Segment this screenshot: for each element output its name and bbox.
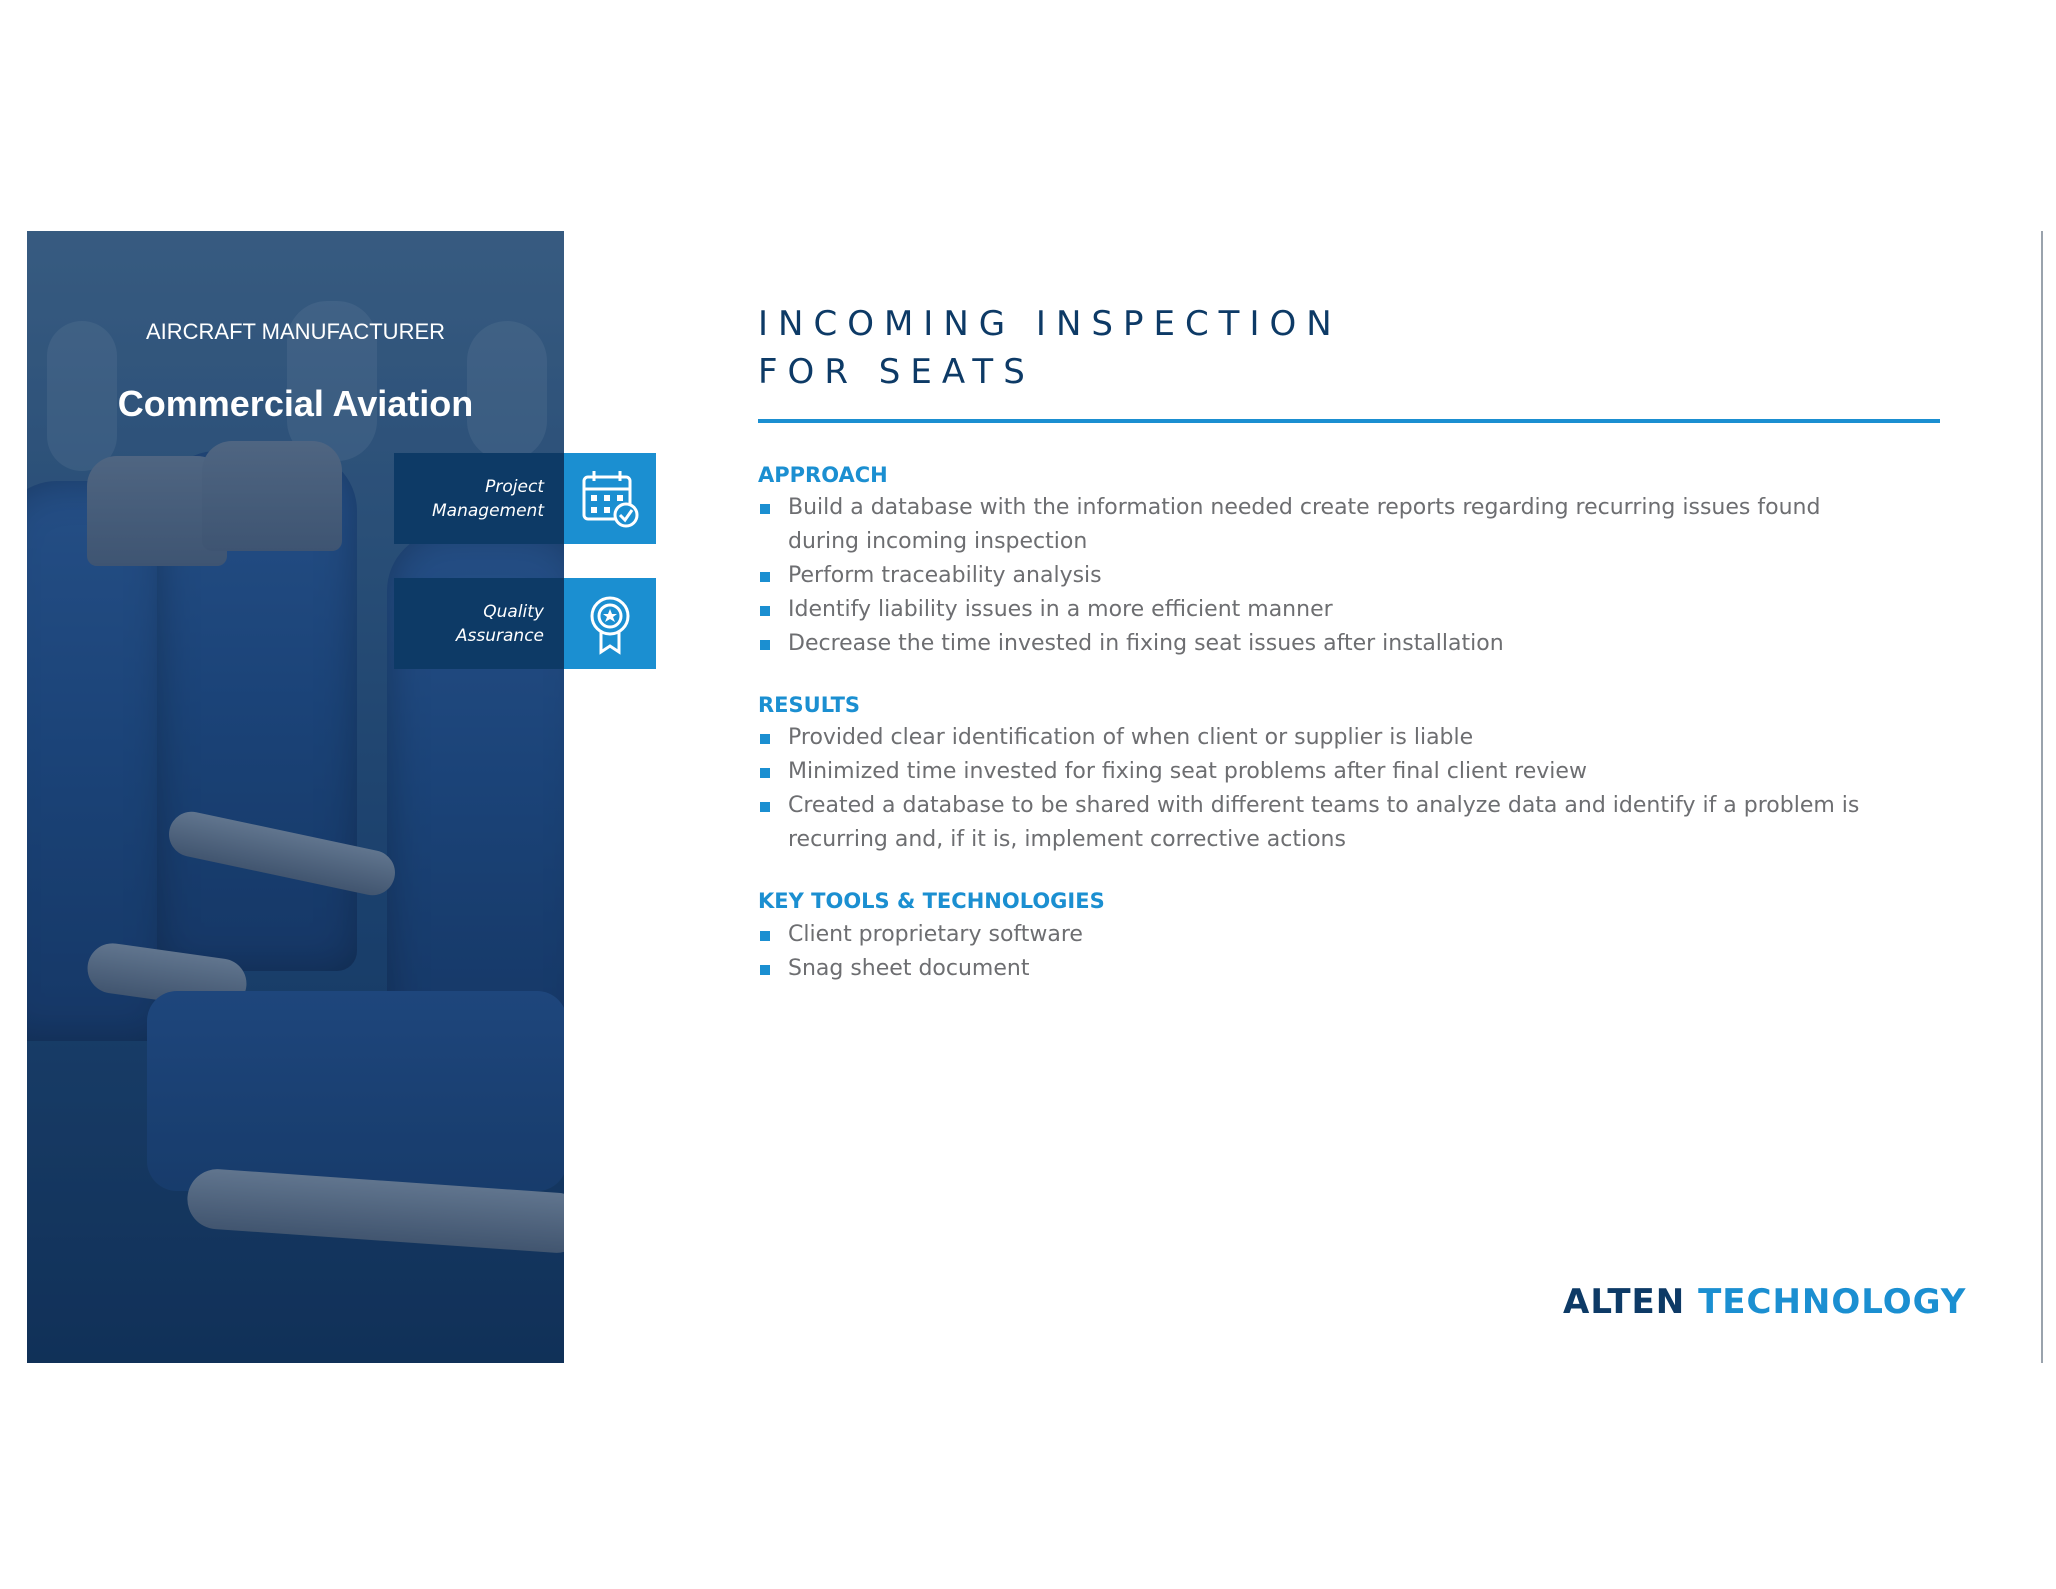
badge-icon-box	[564, 453, 656, 544]
hero-image-panel	[27, 231, 564, 1363]
logo-word-technology: TECHNOLOGY	[1698, 1282, 1967, 1322]
approach-list	[758, 491, 1898, 661]
bullet-square-icon	[760, 965, 770, 975]
badge-label	[394, 453, 564, 544]
section-title-approach: APPROACH	[758, 463, 888, 487]
badge-project-management	[394, 453, 656, 544]
results-list	[758, 721, 1898, 857]
badge-label	[394, 578, 564, 669]
list-item	[758, 918, 1898, 952]
badge-quality-assurance	[394, 578, 656, 669]
section-title-tools: KEY TOOLS & TECHNOLOGIES	[758, 889, 1105, 913]
right-edge-divider	[2041, 231, 2043, 1363]
list-item-text: Provided clear identification of when client or supplier is liable	[788, 725, 1474, 750]
list-item-text: Build a database with the information needed create reports regarding recurring issues found during incoming inspection	[788, 495, 1821, 554]
list-item	[758, 789, 1898, 857]
bullet-square-icon	[760, 802, 770, 812]
list-item-text: Identify liability issues in a more efficient manner	[788, 597, 1333, 622]
badge-label-line2: Assurance	[455, 625, 544, 646]
heading-line2: FOR SEATS	[758, 352, 1035, 392]
badge-label-line1: Quality	[483, 601, 544, 622]
heading-divider	[758, 419, 1940, 423]
panel-title: Commercial Aviation	[117, 383, 474, 424]
list-item	[758, 952, 1898, 986]
alten-technology-logo	[1563, 1282, 1966, 1322]
list-item	[758, 559, 1898, 593]
bullet-square-icon	[760, 734, 770, 744]
bullet-square-icon	[760, 768, 770, 778]
page-heading	[758, 300, 1342, 396]
list-item-text: Created a database to be shared with different teams to analyze data and identify if a problem is recurring and, if it is, implement corrective actions	[788, 793, 1860, 852]
list-item	[758, 491, 1898, 559]
badge-icon-box	[564, 578, 656, 669]
award-ribbon-icon	[578, 592, 642, 656]
list-item-text: Snag sheet document	[788, 956, 1030, 981]
list-item	[758, 627, 1898, 661]
badge-label-line1: Project	[485, 476, 544, 497]
panel-kicker: AIRCRAFT MANUFACTURER	[145, 319, 446, 344]
tools-list	[758, 918, 1898, 986]
badge-label-line2: Management	[432, 500, 544, 521]
list-item	[758, 721, 1898, 755]
bullet-square-icon	[760, 504, 770, 514]
bullet-square-icon	[760, 572, 770, 582]
logo-word-alten: ALTEN	[1563, 1282, 1686, 1322]
bullet-square-icon	[760, 640, 770, 650]
list-item-text: Minimized time invested for fixing seat problems after final client review	[788, 759, 1587, 784]
bullet-square-icon	[760, 606, 770, 616]
section-title-results: RESULTS	[758, 693, 861, 717]
list-item-text: Client proprietary software	[788, 922, 1083, 947]
bullet-square-icon	[760, 931, 770, 941]
list-item-text: Perform traceability analysis	[788, 563, 1102, 588]
list-item	[758, 593, 1898, 627]
list-item-text: Decrease the time invested in fixing seat issues after installation	[788, 631, 1504, 656]
list-item	[758, 755, 1898, 789]
heading-line1: INCOMING INSPECTION	[758, 304, 1342, 344]
calendar-check-icon	[578, 467, 642, 531]
